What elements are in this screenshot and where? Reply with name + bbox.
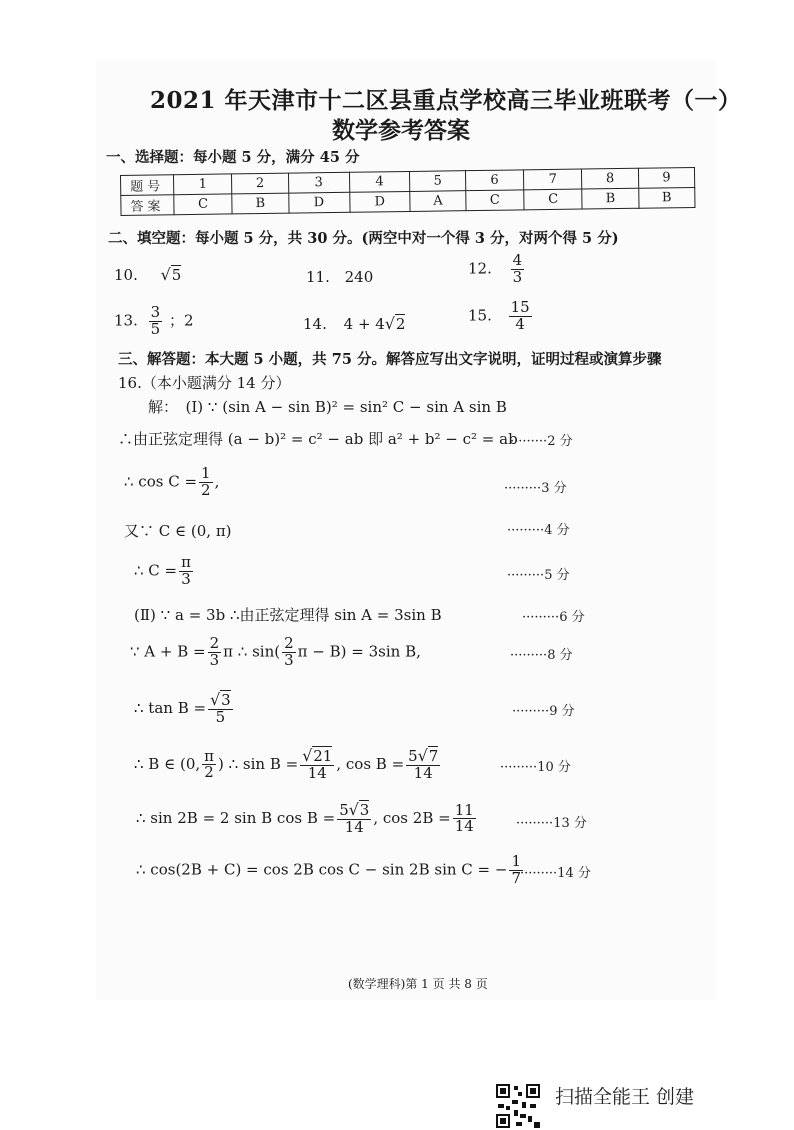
table-cell: 2: [232, 173, 289, 194]
fill-answer-13: [114, 305, 194, 338]
table-cell: B: [232, 193, 289, 214]
answer-fraction: $\frac{4}{3}$: [512, 251, 523, 286]
answer-value: 4 + 4√2: [343, 314, 406, 333]
score-mark: ·········6 分: [522, 610, 585, 625]
table-cell: A: [410, 191, 466, 212]
qr-code-icon: [494, 1082, 542, 1130]
solution-line-3: ∴ cos C = $\frac{1}{2}$ ,: [124, 464, 220, 499]
table-cell: B: [638, 187, 695, 208]
score-mark: ·········10 分: [500, 760, 571, 775]
scanner-brand-label: 扫描全能王 创建: [555, 1086, 695, 1108]
solution-line-1: 解： (Ⅰ) ∵ (sin A − sin B)² = sin² C − sin A sin B: [148, 398, 507, 416]
page-title: 2021 年天津市十二区县重点学校高三毕业班联考（一）: [150, 87, 742, 114]
fill-answer-14: [303, 314, 405, 333]
table-cell: 5: [410, 171, 466, 192]
solution-line-2: ∴由正弦定理得 (a − b)² = c² − ab 即 a² + b² − c² = ab: [118, 430, 518, 448]
answer-value: √5: [160, 265, 182, 284]
row-label-answer: 答案: [121, 195, 174, 216]
table-cell: 6: [465, 170, 524, 191]
solution-line-5: ∴ C = $\frac{\pi}{3}$: [134, 553, 191, 588]
table-cell: C: [174, 194, 233, 215]
question-number: 13.: [114, 311, 138, 330]
question-number: 14.: [303, 315, 327, 333]
fill-answer-11: [306, 268, 373, 286]
score-mark: ·········2 分: [510, 434, 573, 449]
answer-table: [120, 167, 696, 216]
score-mark: ·········3 分: [504, 481, 567, 496]
table-cell: 1: [174, 174, 233, 195]
page-footer: (数学理科)第 1 页 共 8 页: [348, 977, 488, 991]
section2-heading: 二、填空题：每小题 5 分，共 30 分。(两空中对一个得 3 分，对两个得 5 分): [108, 230, 619, 247]
question-16-title: 16.（本小题满分 14 分）: [118, 374, 291, 392]
solution-line-7: ∵ A + B = $\frac{2}{3}$ π ∴ sin( $\frac{2}{3}$ π − B) = 3sin B,: [130, 634, 421, 669]
table-cell: C: [466, 190, 525, 211]
fill-answer-12: [468, 253, 526, 286]
answer-fraction: $\frac{15}{4}$: [510, 298, 530, 333]
table-cell: 8: [582, 168, 639, 189]
score-mark: ·········14 分: [520, 866, 591, 881]
answer-value: ；2: [168, 311, 194, 330]
table-cell: B: [582, 188, 639, 209]
table-cell: D: [288, 192, 349, 213]
solution-line-8: ∴ tan B = $\frac{√3}{5}$: [134, 690, 231, 726]
answer-fraction: $\frac{3}{5}$: [150, 303, 161, 338]
question-number: 12.: [468, 259, 492, 278]
page-subtitle: 数学参考答案: [332, 117, 470, 144]
fill-answer-10: [114, 265, 181, 284]
solution-line-10: ∴ sin 2B = 2 sin B cos B = $\frac{5√3}{14}$ , cos 2B = $\frac{11}{14}$: [136, 800, 474, 836]
score-mark: ·········13 分: [516, 816, 587, 831]
score-mark: ·········4 分: [507, 523, 570, 538]
question-number: 10.: [114, 266, 138, 284]
fill-answer-15: [468, 300, 534, 333]
score-mark: ·········9 分: [512, 704, 575, 719]
table-cell: 9: [638, 167, 695, 188]
answer-value: 240: [344, 268, 374, 286]
question-number: 15.: [468, 306, 492, 325]
table-cell: C: [524, 189, 583, 210]
section1-heading: 一、选择题：每小题 5 分，满分 45 分: [106, 149, 360, 166]
solution-line-11: ∴ cos(2B + C) = cos 2B cos C − sin 2B sin C = − $\frac{1}{7}$: [136, 852, 521, 887]
score-mark: ·········8 分: [510, 648, 573, 663]
table-cell: 4: [349, 171, 410, 192]
solution-line-4: 又∵ C ∈ (0, π): [124, 522, 232, 540]
row-label-question: 题号: [121, 175, 174, 196]
table-cell: 3: [288, 172, 349, 193]
table-cell: 7: [524, 169, 583, 190]
section3-heading: 三、解答题：本大题 5 小题，共 75 分。解答应写出文字说明，证明过程或演算步骤: [118, 351, 662, 368]
question-number: 11.: [306, 268, 330, 286]
score-mark: ·········5 分: [507, 568, 570, 583]
solution-line-9: ∴ B ∈ (0, $\frac{\pi}{2}$ ) ∴ sin B = $\frac{√21}{14}$ , cos B = $\frac{5√7}{14}$: [134, 746, 439, 782]
table-cell: D: [349, 191, 410, 212]
solution-line-6: (Ⅱ) ∵ a = 3b ∴由正弦定理得 sin A = 3sin B: [134, 606, 442, 624]
